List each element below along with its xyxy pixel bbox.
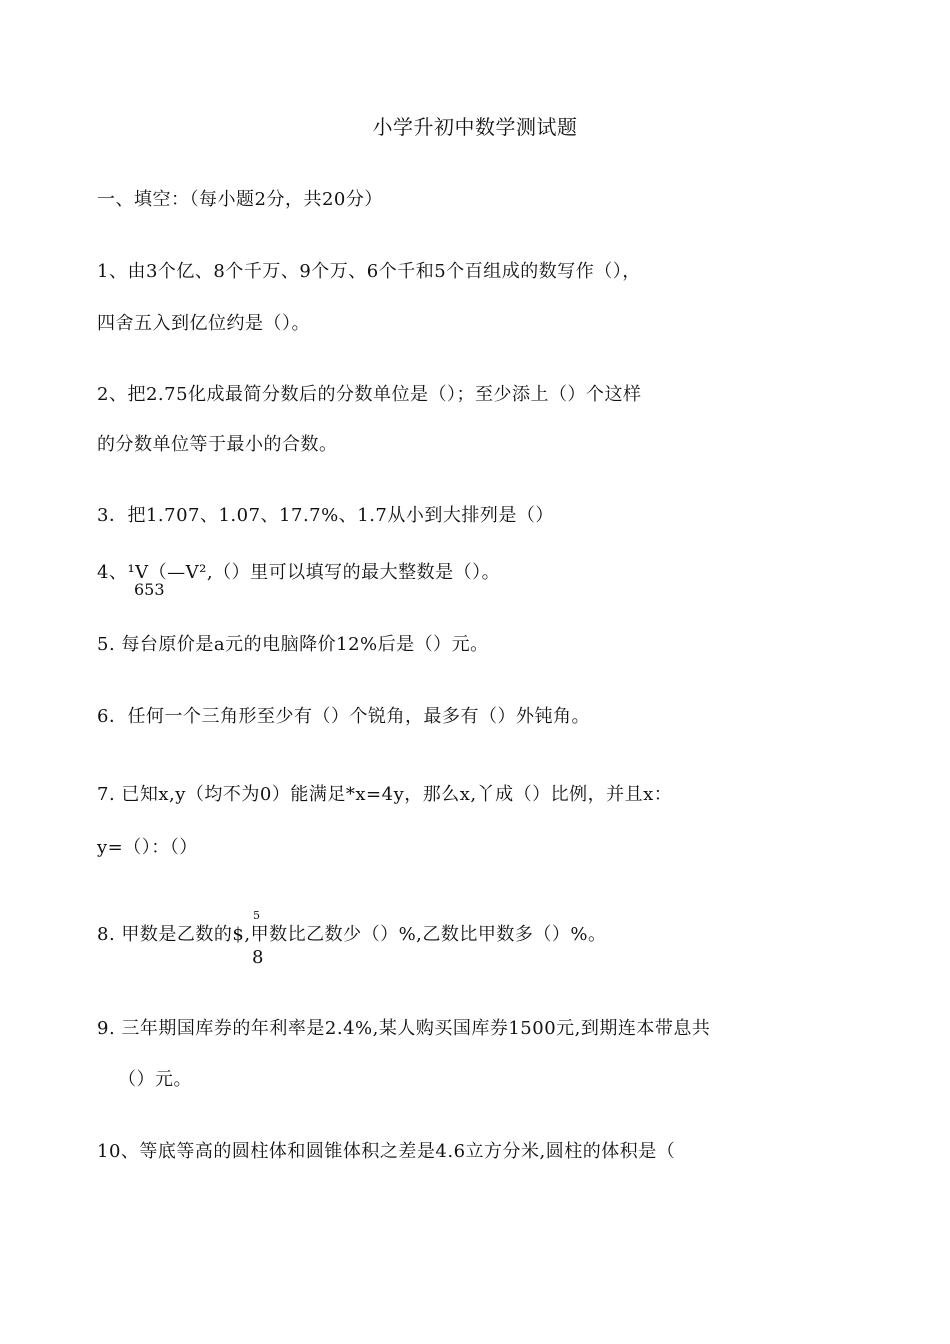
question-4-subscript: 653 <box>134 580 165 599</box>
question-2-line-2: 的分数单位等于最小的合数。 <box>97 434 338 455</box>
question-7-line-2: y=（）：（） <box>97 837 198 858</box>
question-6: 6．任何一个三角形至少有（）个锐角，最多有（）外钝角。 <box>97 706 590 727</box>
question-5: 5. 每台原价是a元的电脑降价12%后是（）元。 <box>97 634 489 655</box>
question-1-line-1: 1、由3个亿、8个千万、9个万、6个千和5个百组成的数写作（）， <box>97 261 641 282</box>
question-3: 3．把1.707、1.07、17.7%、1.7从小到大排列是（） <box>97 505 554 526</box>
question-8-fraction-numerator: 5 <box>253 909 260 922</box>
section-heading: 一、填空：（每小题2分，共20分） <box>97 189 383 210</box>
question-1-line-2: 四舍五入到亿位约是（）。 <box>97 313 310 334</box>
page-title: 小学升初中数学测试题 <box>372 115 578 139</box>
question-4: 4、¹V（—V²,（）里可以填写的最大整数是（）。 <box>97 562 501 583</box>
question-9-line-2: （）元。 <box>118 1069 192 1090</box>
question-10: 10、等底等高的圆柱体和圆锥体积之差是4.6立方分米,圆柱的体积是（ <box>97 1141 676 1162</box>
question-8: 8. 甲数是乙数的$,甲数比乙数少（）%,乙数比甲数多（）%。 <box>97 924 607 945</box>
question-8-fraction-denominator: 8 <box>252 947 264 968</box>
question-2-line-1: 2、把2.75化成最简分数后的分数单位是（）；至少添上（）个这样 <box>97 384 642 405</box>
question-9-line-1: 9. 三年期国库券的年利率是2.4%,某人购买国库券1500元,到期连本带息共 <box>97 1018 711 1039</box>
question-7-line-1: 7. 已知x,y（均不为0）能满足*x=4y，那么x,丫成（）比例，并且x： <box>97 784 673 805</box>
